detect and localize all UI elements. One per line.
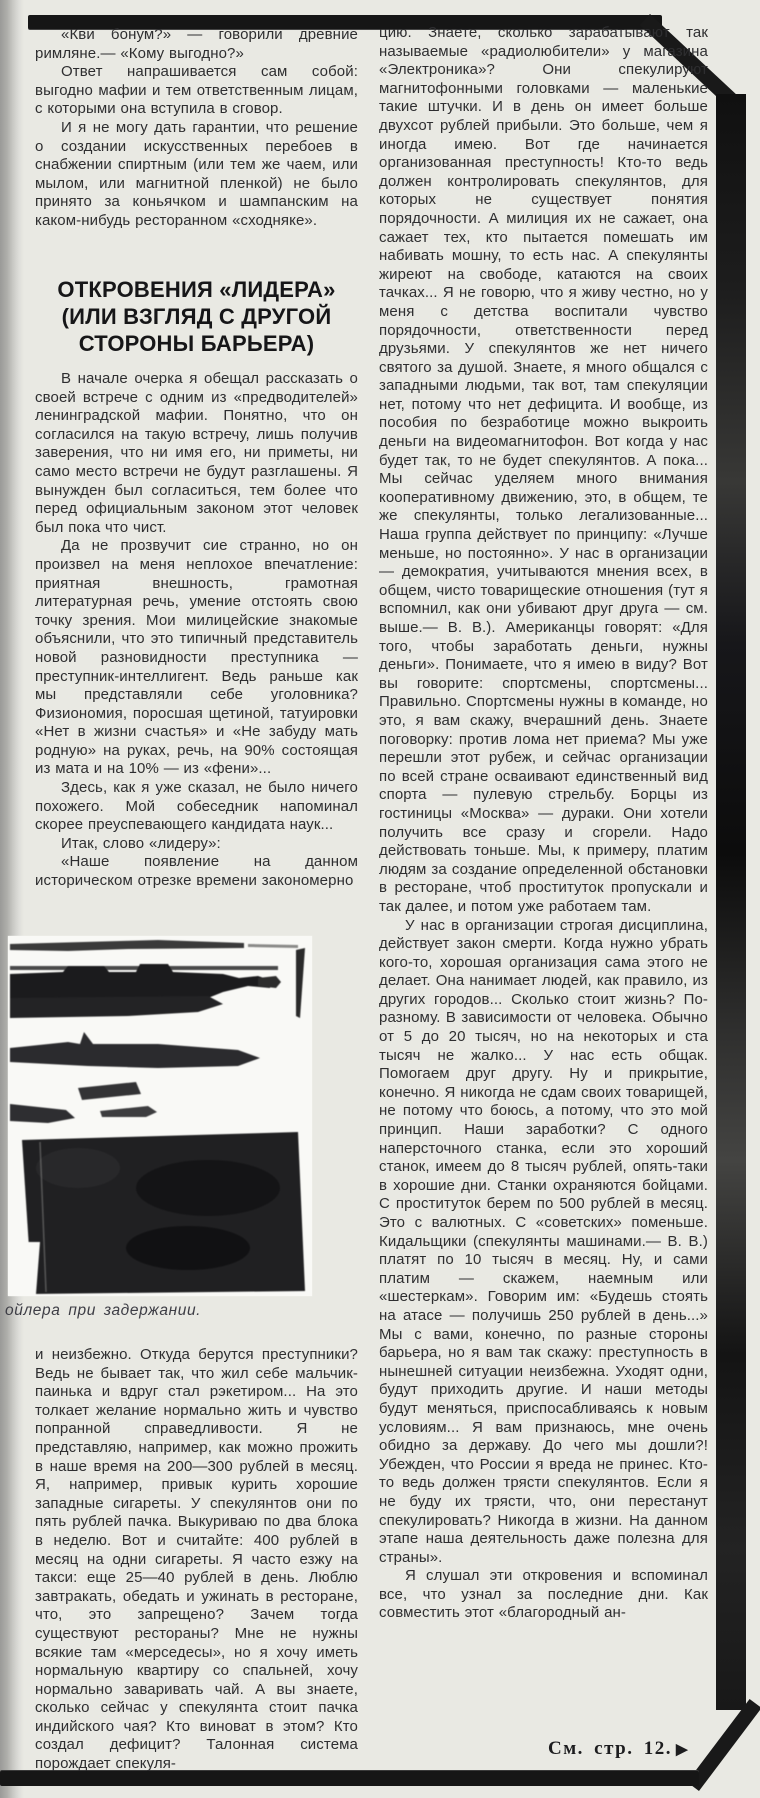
paragraph: Я слушал эти откровения и вспоминал все, что узнал за последние дни. Как совместить этот «благородный ан-	[379, 1567, 708, 1622]
paragraph: Здесь, как я уже сказал, не было ничего похожего. Мой собеседник напоминал скорее преуспевающего кандидата наук...	[35, 779, 358, 834]
see-page-label: См. стр. 12.	[548, 1738, 672, 1759]
paragraph: и неизбежно. Откуда берутся преступники? Ведь не бывает так, что жил себе мальчик-паинька и вдруг стал рэкетиром... На это толкает желание нормально жить и чувство попранной справедливости. Я не представляю, например, как можно прожить в наше время на 200—300 рублей в месяц. Я, например, привык курить хорошие западные сигареты. У спекулянтов они по пять рублей пачка. Выкуриваю по два блока в неделю. Вот и считайте: 400 рублей в месяц на одни сигареты. Я часто езжу на такси: еще 25—40 рублей в день. Люблю завтракать, обедать и ужинать в ресторане, что, это запрещено? Зачем тогда существуют рестораны? Мне не нужны всякие там «мерседесы», но я хочу иметь нормальную квартиру со спальней, хочу нормально заваривать чай. А вы знаете, сколько сейчас у спекулянта стоит пачка индийского чая? Кто виноват в этом? Кто создал дефицит? Талонная система порождает спекуля-	[35, 1346, 358, 1773]
paragraph: «Кви бонум?» — говорили древние римляне.— «Кому выгодно?»	[35, 26, 358, 62]
paragraph: Ответ напрашивается сам собой: выгодно мафии и тем ответственным лицам, с которыми она вступила в сговор.	[35, 63, 358, 118]
right-column	[379, 24, 708, 1623]
continuation-notice	[548, 1738, 688, 1760]
left-column-body	[35, 370, 358, 891]
headline-line: ОТКРОВЕНИЯ «ЛИДЕРА»	[57, 277, 336, 302]
headline-line: СТОРОНЫ БАРЬЕРА)	[78, 331, 315, 356]
article-headline	[35, 276, 358, 357]
paragraph: И я не могу дать гарантии, что решение о создании искусственных перебоев в снабжении спиртным (или тем же чаем, или мылом, или магнитной пленкой) не было принято за коньячком и шампанским на каком-нибудь ресторанном «сходняке».	[35, 118, 358, 229]
headline-line: (ИЛИ ВЗГЛЯД С ДРУГОЙ	[61, 304, 332, 329]
weapons-photo-graphic	[8, 936, 312, 1296]
paragraph: «Наше появление на данном историческом отрезке времени закономерно	[35, 853, 358, 890]
next-page-arrow-icon: ▶	[675, 1742, 688, 1758]
paragraph: У нас в организации строгая дисциплина, действует закон смерти. Когда нужно убрать кого-то, хорошая организация сама этого не делает. Она нанимает людей, как правило, из других городов... Сколько стоит жизнь? По-разному. В зависимости от человека. Обычно от 5 до 20 тысяч, но на некоторых и ста тысяч не жалко... У нас есть общак. Помогаем друг другу. Ну и прикрытие, конечно. Я никогда не сдам своих товарищей, не потому что боюсь, а потому, что это мой принцип. Наши заработки? С одного наперсточного станка, если это хороший станок, имеем до 8 тысяч рублей, опять-таки в хорошие дни. Станки охраняются бойцами. С проституток берем по 500 рублей в месяц. Это с валютных. С «советских» поменьше. Кидальщики (спекулянты машинами.— В. В.) платят по 10 тысяч в месяц. Ну, и сами платим — скажем, наемным или «шестеркам». Говорим им: «Будешь стоять на атасе — получишь 250 рублей в день...» Мы с вами, конечно, по разные стороны барьера, но я вам так скажу: преступность в нынешней ситуации неизбежна. Уходят одни, будут приходить другие. И наши методы будут меняться, приспосабливаясь к новым условиям... Я вам признаюсь, мне очень обидно за державу. До чего мы дошли?! Убежден, что России я вреда не принес. Кто-то ведь должен трясти спекулянтов. Если я не буду их трясти, что, они перестанут спекулировать? Никогда в жизни. На данном этапе наша деятельность даже полезна для страны».	[379, 916, 708, 1566]
left-column-continuation	[35, 1346, 358, 1774]
paragraph: Итак, слово «лидеру»:	[61, 834, 221, 852]
paragraph: цию. Знаете, сколько зарабатывают так называемые «радиолюбители» у магазина «Электроника»? Они спекулируют магнитофонными головками — маленькие такие штучки. И в день он имеет больше двухсот рублей прибыли. Это больше, чем я иногда имею. Вот где начинается организованная преступность! Кто-то ведь должен контролировать спекулянтов, для которых не существует понятия порядочности. А милиция их не сажает, она сажает тех, кто пытается помешать им набивать мошну, то есть нас. А спекулянты жиреют на свободе, катаются на своих тачках... Я не говорю, что я живу честно, но у меня с детства воспитали чувство порядочности, ответственности перед друзьями. У спекулянтов же нет ничего святого за душой. Знаете, я много общался с западными людьми, так вот, там спекуляции нет, потому что нет дефицита. И вообще, из пособия по безработице можно выкроить деньги на видеомагнитофон. Вот когда у нас будет так, то не будет спекулянтов. А пока... Мы сейчас уделяем много внимания кооперативному движению, это, в общем, те же спекулянты, только легализованные... Наша группа действует по принципу: «Лучше меньше, но постоянно». У нас в организации — демократия, учитываются мнения всех, в общем, чисто товарищеские отношения (тут я вспомнил, как они убивают друг друга — см. выше.— В. В.). Американцы говорят: «Для того, чтобы заработать деньги, нужны деньги». Понимаете, что я имею в виду? Вот вы говорите: спортсмены, спортсмены... Правильно. Спортсмены нужны в команде, но это, я вам скажу, вчерашний день. Знаете поговорку: против лома нет приема? Мы уже перешли этот рубеж, и сейчас организации по всей стране осваивают единственный вид спорта — пулевую стрельбу. Борцы из гостиницы «Москва» — дураки. Они хотели получить все сразу и сгорели. Надо действовать тоньше. Мы, к примеру, платим людям за создание определенной обстановки в ресторане, чтоб проституток пропускали и так далее, и потом уже работаем там.	[379, 24, 708, 915]
frame-right-bar	[716, 94, 746, 1710]
paragraph: Да не прозвучит сие странно, но он произвел на меня неплохое впечатление: приятная внешность, грамотная литературная речь, умение отстоять свою точку зрения. Мои милицейские знакомые объяснили, что это типичный представитель новой разновидности преступника — преступник-интеллигент. Ведь раньше как мы представляли себе уголовника? Физиономия, поросшая щетиной, татуировки «Нет в жизни счастья» и «Не забуду мать родную» на руках, речь, на 90% состоящая из мата и на 10% — из «фени»...	[35, 537, 358, 778]
photo-caption: ойлера при задержании.	[5, 1302, 202, 1319]
left-column-intro	[35, 26, 358, 231]
seized-weapons-photo	[8, 936, 312, 1296]
scan-edge-shadow	[0, 0, 24, 1798]
paragraph: В начале очерка я обещал рассказать о своей встрече с одним из «предводителей» ленинградской мафии. Понятно, что он согласился на такую встречу, лишь получив заверения, что ни имя его, ни приметы, ни само место встречи не будут разглашены. Я вынужден был согласиться, тем более что перед официальным законом этот человек был пока что чист.	[35, 370, 358, 536]
